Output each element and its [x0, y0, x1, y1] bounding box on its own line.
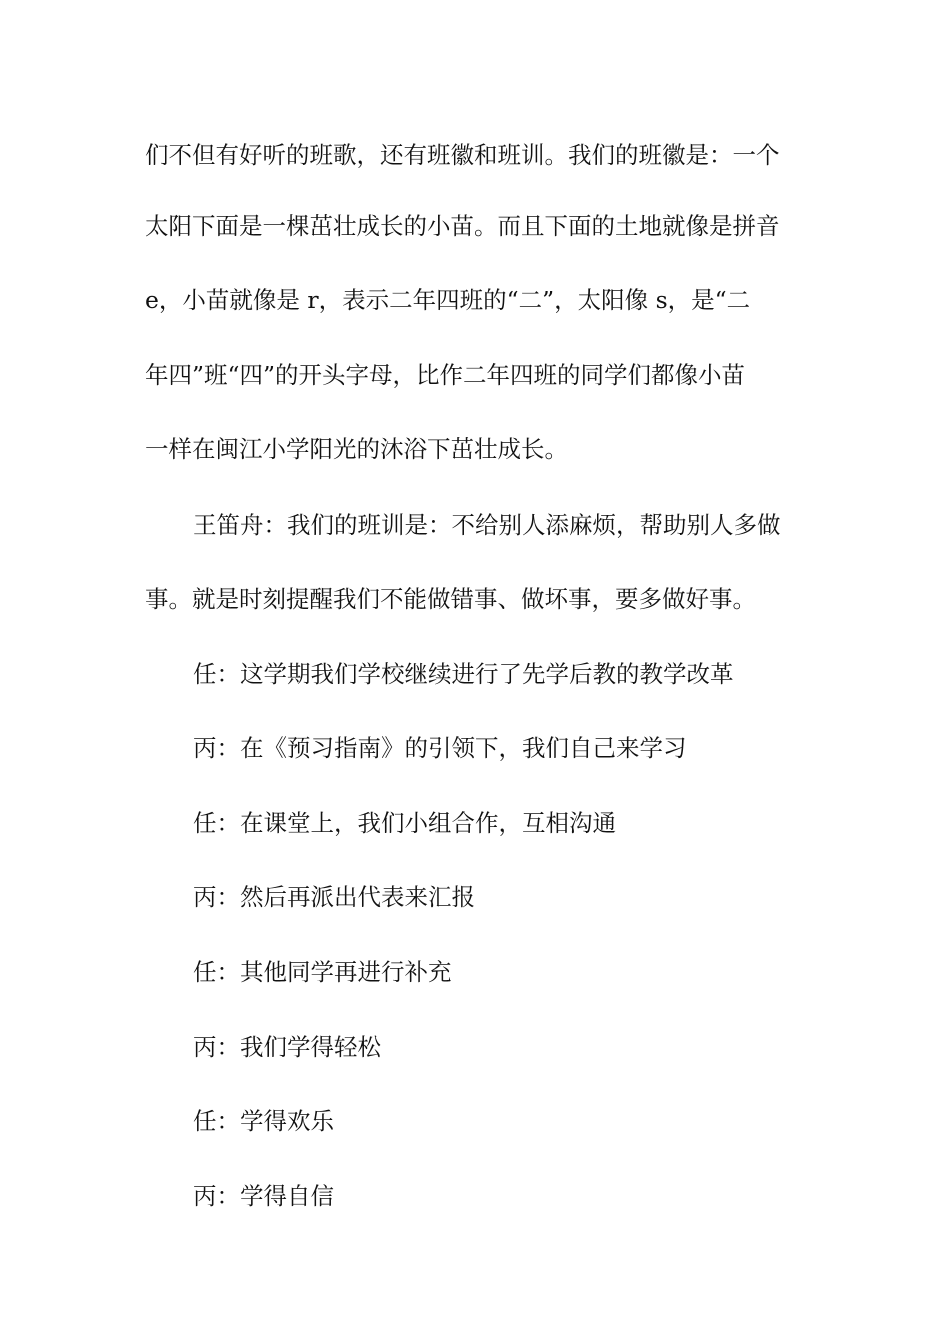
- dialogue-line: 丙：我们学得轻松: [193, 1033, 381, 1061]
- dialogue-line: 丙：在《预习指南》的引领下，我们自己来学习: [193, 734, 687, 762]
- dialogue-line: 任：在课堂上，我们小组合作，互相沟通: [193, 809, 616, 837]
- text-line: 事。就是时刻提醒我们不能做错事、做坏事，要多做好事。: [145, 585, 756, 613]
- dialogue-line: 丙：学得自信: [193, 1182, 334, 1210]
- text-line: 王笛舟：我们的班训是：不给别人添麻烦，帮助别人多做: [193, 511, 781, 539]
- text-line: 年四”班“四”的开头字母，比作二年四班的同学们都像小苗: [145, 361, 746, 389]
- dialogue-line: 任：学得欢乐: [193, 1107, 334, 1135]
- dialogue-line: 丙：然后再派出代表来汇报: [193, 883, 475, 911]
- dialogue-line: 任：其他同学再进行补充: [193, 958, 452, 986]
- text-line: 们不但有好听的班歌，还有班徽和班训。我们的班徽是：一个: [145, 141, 780, 169]
- text-line: 一样在闽江小学阳光的沐浴下茁壮成长。: [145, 435, 568, 463]
- dialogue-line: 任：这学期我们学校继续进行了先学后教的教学改革: [193, 660, 734, 688]
- text-line: 太阳下面是一棵茁壮成长的小苗。而且下面的土地就像是拼音: [145, 212, 780, 240]
- text-line: e，小苗就像是 r，表示二年四班的“二”，太阳像 s，是“二: [145, 286, 751, 314]
